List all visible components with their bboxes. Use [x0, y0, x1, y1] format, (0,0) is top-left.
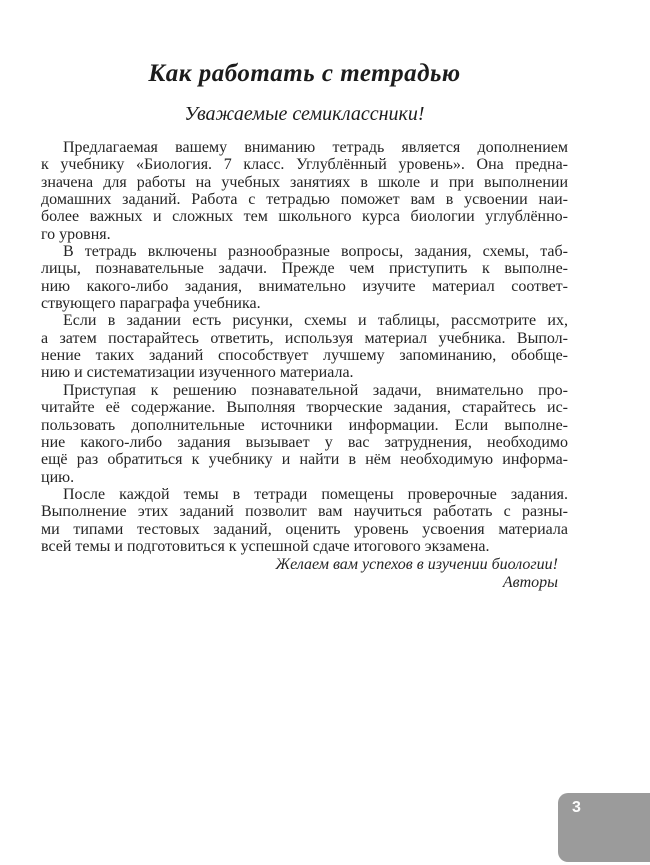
paragraph — [41, 382, 568, 486]
closing-block — [41, 556, 568, 591]
text-line: к учебнику «Биология. 7 класс. Углублённый уровень». Она предна- — [41, 156, 568, 174]
intro-text — [41, 139, 568, 555]
text-line: ми типами тестовых заданий, оценить уровень усвоения материала — [41, 520, 568, 538]
text-line: значена для работы на учебных занятиях в школе и при выполнении — [41, 173, 568, 191]
text-line: лицы, познавательные задачи. Прежде чем приступить к выполне- — [41, 260, 568, 278]
text-line: Если в задании есть рисунки, схемы и таблицы, рассмотрите их, — [63, 312, 568, 330]
text-line: читайте её содержание. Выполняя творческие задания, старайтесь ис- — [41, 399, 568, 417]
paragraph — [41, 243, 568, 312]
text-line: Приступая к решению познавательной задачи, внимательно про- — [63, 381, 568, 399]
text-line: ещё раз обратиться к учебнику и найти в нём необходимую информа- — [41, 451, 568, 469]
text-line: го уровня. — [41, 225, 111, 243]
page-number: 3 — [572, 799, 581, 816]
paragraph — [41, 486, 568, 555]
text-line: В тетрадь включены разнообразные вопросы, задания, схемы, таб- — [63, 243, 568, 261]
closing-signature: Авторы — [502, 573, 558, 591]
text-line: пользовать дополнительные источники информации. Если выполне- — [41, 416, 568, 434]
text-line: Предлагаемая вашему вниманию тетрадь является дополнением — [63, 139, 568, 156]
page-subtitle: Уважаемые семиклассники! — [184, 103, 425, 125]
page-number-badge — [558, 793, 650, 862]
page-title: Как работать с тетрадью — [148, 60, 461, 87]
paragraph — [41, 312, 568, 381]
text-line: нию какого-либо задания, внимательно изучите материал соответ- — [41, 277, 568, 295]
text-line: нение таких заданий способствует лучшему запоминанию, обобще- — [41, 347, 568, 365]
text-line: домашних заданий. Работа с тетрадью поможет вам в усвоении наи- — [41, 191, 568, 209]
page-content — [41, 58, 568, 591]
text-line: а затем постарайтесь ответить, используя материал учебника. Выпол- — [41, 329, 568, 347]
paragraph — [41, 139, 568, 243]
text-line: более важных и сложных тем школьного курса биологии углублённо- — [41, 208, 568, 226]
text-line: ние какого-либо задания вызывает у вас затруднения, необходимо — [41, 433, 568, 451]
text-line: нию и систематизации изученного материала. — [41, 364, 354, 382]
text-line: Выполнение этих заданий позволит вам научиться работать с разны- — [41, 503, 568, 521]
text-line: цию. — [41, 468, 75, 486]
text-line: После каждой темы в тетради помещены проверочные задания. — [63, 485, 568, 503]
text-line: всей темы и подготовиться к успешной сдаче итогового экзамена. — [41, 537, 490, 555]
closing-wish: Желаем вам успехов в изучении биологии! — [275, 556, 558, 574]
text-line: ствующего параграфа учебника. — [41, 295, 261, 313]
